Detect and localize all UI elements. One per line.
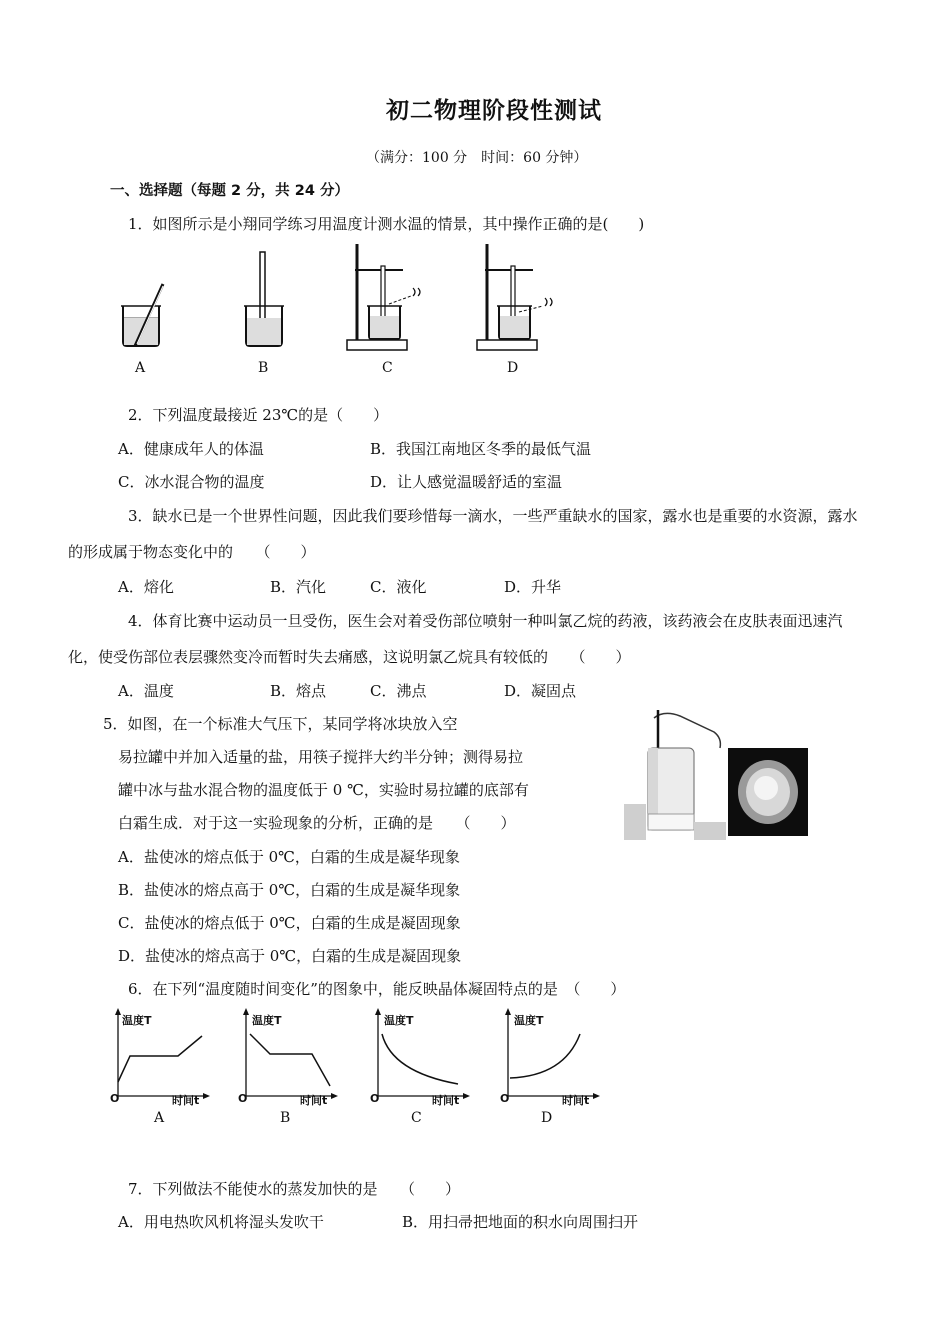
question-3-line-1: 3．缺水已是一个世界性问题，因此我们要珍惜每一滴水，一些严重缺水的国家，露水也是重要的水资源，露水 (128, 507, 858, 525)
q4-option-d: D．凝固点 (504, 682, 577, 700)
question-3-line-2: 的形成属于物态变化中的 （ ） (68, 543, 316, 561)
question-6-text: 6．在下列“温度随时间变化”的图象中，能反映晶体凝固特点的是 （ ） (128, 980, 626, 998)
q1-label-c: C (382, 360, 393, 376)
section-heading: 一、选择题（每题 2 分，共 24 分） (110, 183, 349, 199)
q6-graph-d-xlabel: 时间t (562, 1094, 590, 1107)
question-5-line-2: 易拉罐中并加入适量的盐，用筷子搅拌大约半分钟；测得易拉 (118, 748, 524, 766)
q5-option-a: A．盐使冰的熔点低于 0℃，白霜的生成是凝华现象 (118, 848, 460, 866)
q6-graph-b-ylabel: 温度T (252, 1014, 282, 1027)
q3-option-d: D．升华 (504, 578, 562, 596)
question-2-text: 2．下列温度最接近 23℃的是（ ） (128, 406, 389, 424)
q6-label-d: D (541, 1110, 553, 1126)
q7-option-b: B．用扫帚把地面的积水向周围扫开 (402, 1213, 639, 1231)
q6-graph-b-xlabel: 时间t (300, 1094, 328, 1107)
q6-label-a: A (154, 1110, 165, 1126)
page-subtitle: （满分：100 分 时间：60 分钟） (366, 150, 588, 166)
q1-label-b: B (258, 360, 269, 376)
q6-graph-c-xlabel: 时间t (432, 1094, 460, 1107)
question-4-line-1: 4．体育比赛中运动员一旦受伤，医生会对着受伤部位喷射一种叫氯乙烷的药液，该药液会在皮肤表面迅速汽 (128, 612, 843, 630)
q6-label-b: B (280, 1110, 291, 1126)
q2-option-c: C．冰水混合物的温度 (118, 473, 265, 491)
q3-option-b: B．汽化 (270, 578, 327, 596)
q6-graph-d-origin: O (500, 1092, 510, 1105)
q6-graph-b-origin: O (238, 1092, 248, 1105)
q4-option-b: B．熔点 (270, 682, 327, 700)
q5-photo-can (624, 708, 726, 840)
page-title: 初二物理阶段性测试 (386, 98, 602, 124)
q1-figure-beaker-b (240, 250, 300, 350)
question-7-text: 7．下列做法不能使水的蒸发加快的是 （ ） (128, 1180, 461, 1198)
q1-label-d: D (507, 360, 519, 376)
q3-option-a: A．熔化 (118, 578, 174, 596)
question-5-line-4: 白霜生成．对于这一实验现象的分析，正确的是 （ ） (118, 814, 516, 832)
q2-option-d: D．让人感觉温暖舒适的室温 (370, 473, 563, 491)
q1-figure-beaker-a (115, 280, 175, 350)
q6-graph-d-ylabel: 温度T (514, 1014, 544, 1027)
q6-label-c: C (411, 1110, 422, 1126)
q3-option-c: C．液化 (370, 578, 427, 596)
question-1-text: 1．如图所示是小翔同学练习用温度计测水温的情景，其中操作正确的是( ) (128, 215, 645, 233)
q1-figure-stand-d (475, 240, 565, 355)
question-5-line-3: 罐中冰与盐水混合物的温度低于 0 ℃，实验时易拉罐的底部有 (118, 781, 529, 799)
q1-label-a: A (135, 360, 146, 376)
q6-graph-a-ylabel: 温度T (122, 1014, 152, 1027)
q1-figure-stand-c (345, 240, 435, 355)
question-5-line-1: 5．如图，在一个标准大气压下，某同学将冰块放入空 (103, 715, 458, 733)
q6-graph-c-ylabel: 温度T (384, 1014, 414, 1027)
q6-graph-a-xlabel: 时间t (172, 1094, 200, 1107)
q6-graph-c-origin: O (370, 1092, 380, 1105)
q5-photo-frost (728, 748, 808, 836)
q2-option-a: A．健康成年人的体温 (118, 440, 264, 458)
q4-option-a: A．温度 (118, 682, 174, 700)
question-4-line-2: 化，使受伤部位表层骤然变冷而暂时失去痛感，这说明氯乙烷具有较低的 （ ） (68, 648, 631, 666)
q5-option-b: B．盐使冰的熔点高于 0℃，白霜的生成是凝华现象 (118, 881, 461, 899)
q5-option-d: D．盐使冰的熔点高于 0℃，白霜的生成是凝固现象 (118, 947, 462, 965)
q5-option-c: C．盐使冰的熔点低于 0℃，白霜的生成是凝固现象 (118, 914, 461, 932)
q6-graph-a-origin: O (110, 1092, 120, 1105)
q7-option-a: A．用电热吹风机将湿头发吹干 (118, 1213, 324, 1231)
q4-option-c: C．沸点 (370, 682, 427, 700)
q2-option-b: B．我国江南地区冬季的最低气温 (370, 440, 592, 458)
